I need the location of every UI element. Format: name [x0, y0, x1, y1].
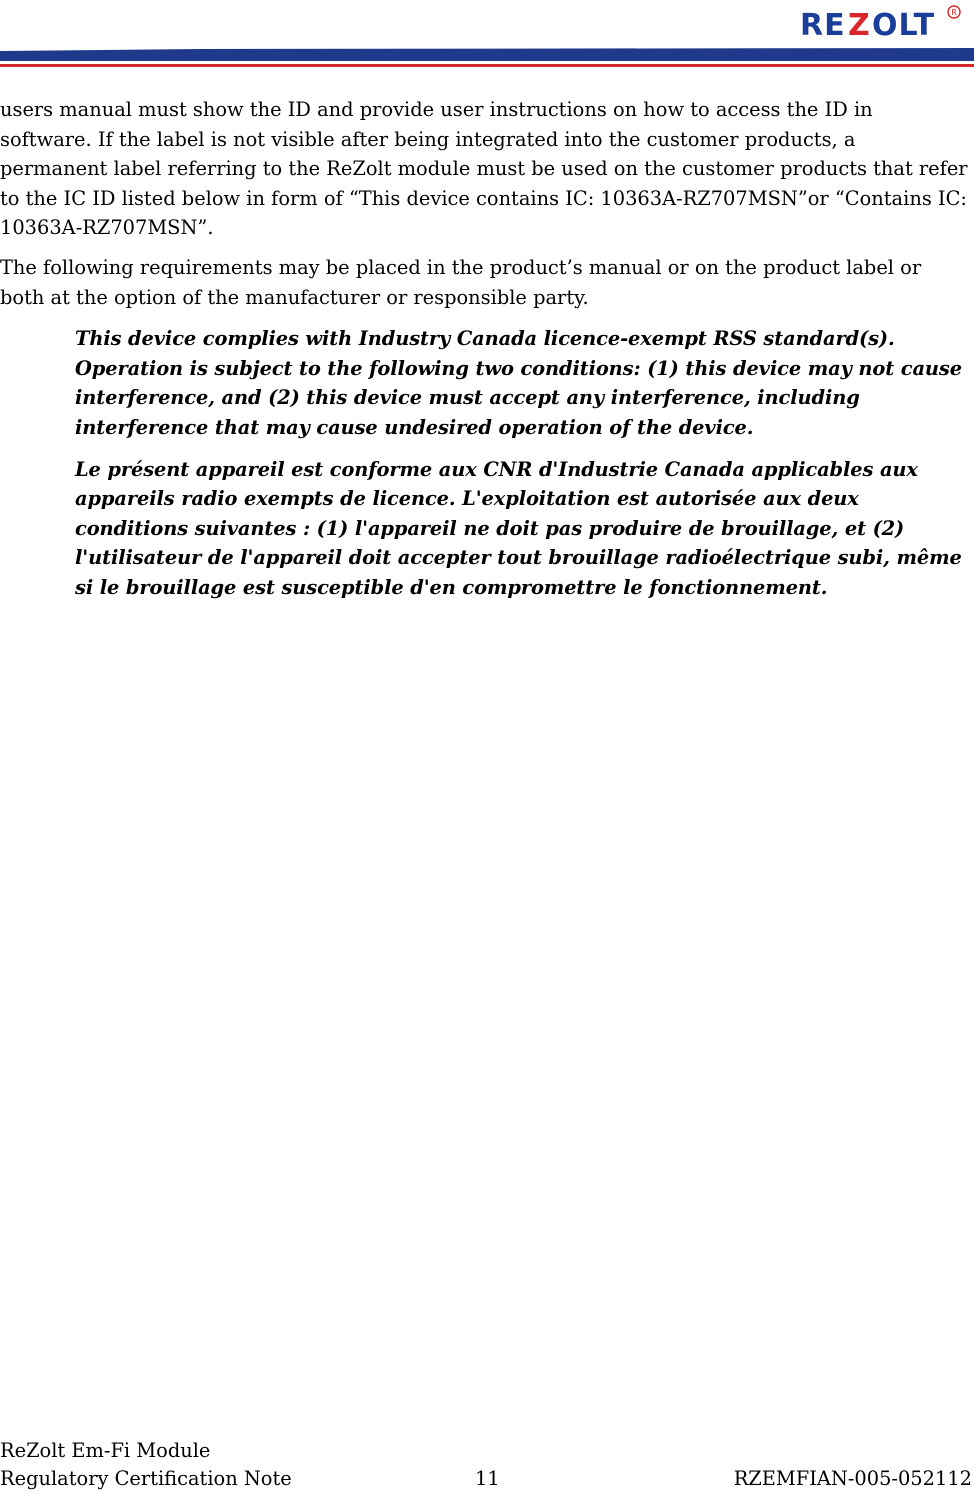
page-header: [0, 0, 974, 72]
header-rule-red: [0, 64, 974, 67]
footer-document-id: RZEMFIAN-005-052112: [733, 1467, 972, 1490]
page-footer: [0, 1437, 974, 1493]
paragraph-requirements: The following requirements may be placed in the product’s manual or on the product label or both at the option of the manufacturer or responsible party.: [0, 255, 922, 309]
footer-document-type: Regulatory Certification Note: [0, 1467, 292, 1490]
compliance-statement-french: Le présent appareil est conforme aux CNR d'Industrie Canada applicables aux appareils radio exempts de licence. L'exploitation est autorisée aux deux conditions suivantes : (1) l'appareil ne doit pas produire de brouillage, et (2) l'utilisateur de l'appareil doit accepter tout brouillage radioélectrique subi, même si le brouillage est susceptible d'en compromettre le fonctionnement.: [75, 457, 962, 599]
svg-text:OLT: OLT: [872, 8, 936, 42]
footer-product-name: ReZolt Em-Fi Module: [0, 1439, 211, 1462]
page-number: 11: [475, 1467, 500, 1490]
rezolt-logo: [796, 2, 966, 42]
svg-text:Z: Z: [848, 8, 870, 42]
svg-text:R: R: [951, 8, 957, 17]
header-rule-blue: [0, 48, 974, 61]
document-body: [0, 95, 968, 603]
compliance-statement-english: This device complies with Industry Canada licence-exempt RSS standard(s). Operation is subject to the following two conditions: (1) this device may not cause interference, and (2) this device must accept any interference, including interference that may cause undesired operation of the device.: [75, 327, 962, 439]
svg-text:RE: RE: [800, 8, 846, 42]
paragraph-id-instructions: users manual must show the ID and provide user instructions on how to access the ID in software. If the label is not visible after being integrated into the customer products, a permanent label referring to the ReZolt module must be used on the customer products that refer to the IC ID listed below in form of “This device contains IC: 10363A-RZ707MSN”or “Contains IC: 10363A-RZ707MSN”.: [0, 98, 968, 240]
